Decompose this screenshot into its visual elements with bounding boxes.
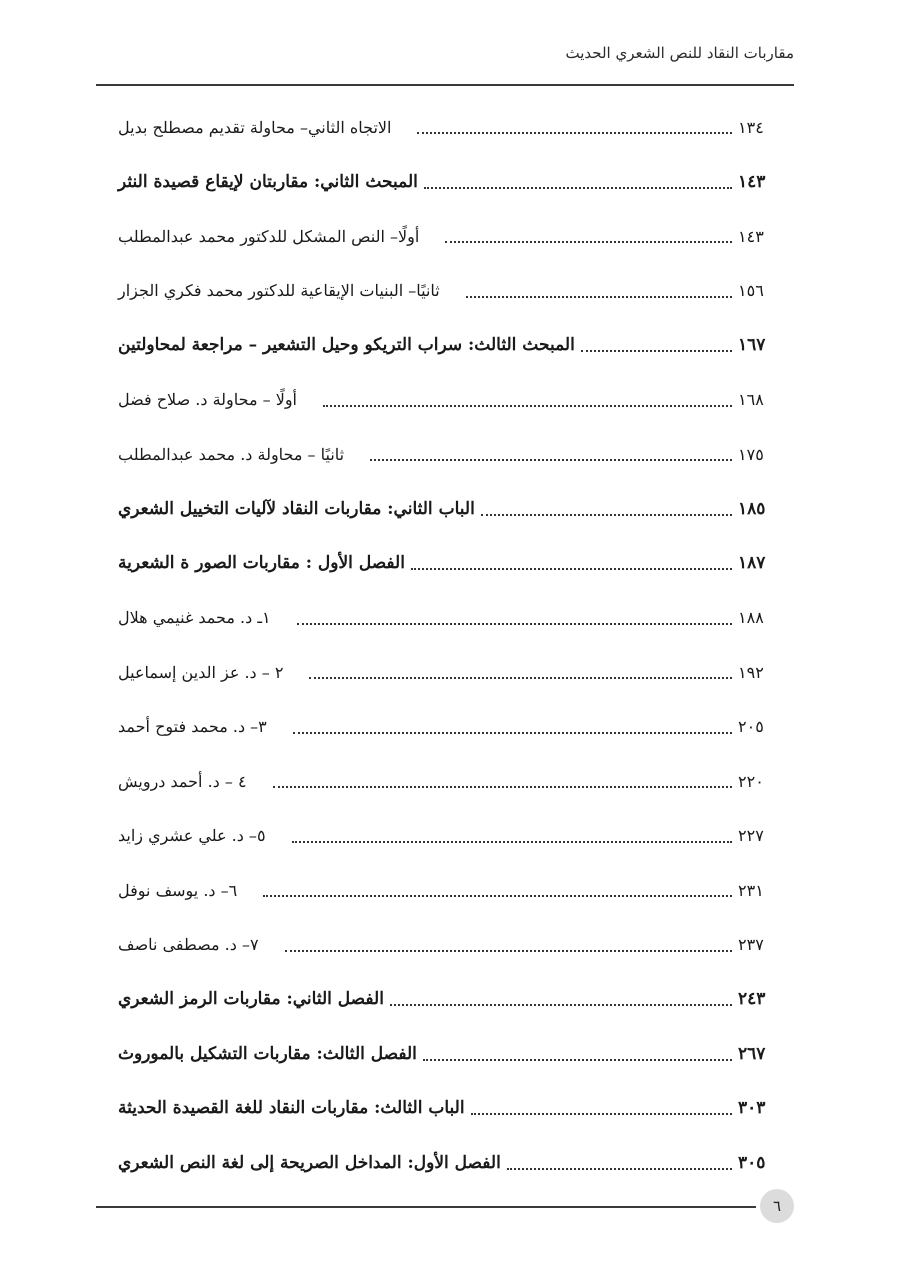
toc-entry-page-number: ١٨٨ (738, 608, 764, 628)
toc-entry-title: ٣– د. محمد فتوح أحمد (118, 717, 267, 737)
running-header: مقاربات النقاد للنص الشعري الحديث (565, 44, 794, 62)
dot-leader (273, 786, 732, 788)
dot-leader (466, 296, 732, 298)
toc-entry[interactable] (118, 1081, 774, 1136)
toc-entry-title: ٥– د. علي عشري زايد (118, 826, 266, 846)
toc-entry[interactable] (118, 918, 774, 973)
dot-leader (445, 241, 732, 243)
toc-entry[interactable] (118, 700, 774, 755)
toc-entry-title: الاتجاه الثاني– محاولة تقديم مصطلح بديل (118, 117, 392, 137)
dot-leader (292, 841, 732, 843)
toc-entry[interactable] (118, 754, 774, 809)
toc-entry-page-number: ٢٦٧ (738, 1043, 766, 1064)
toc-entry-title: الباب الثاني: مقاربات النقاد لآليات التخييل الشعري (118, 498, 475, 519)
toc-entry[interactable] (118, 155, 774, 210)
toc-entry-page-number: ٢٤٣ (738, 989, 766, 1010)
toc-entry-page-number: ٢٣٧ (738, 935, 764, 955)
toc-entry-title: أولًا – محاولة د. صلاح فضل (118, 390, 297, 410)
table-of-contents (118, 100, 774, 1190)
toc-entry[interactable] (118, 591, 774, 646)
toc-entry[interactable] (118, 482, 774, 537)
dot-leader (323, 405, 732, 407)
toc-entry-page-number: ١٤٣ (738, 171, 766, 192)
toc-entry-page-number: ٢٠٥ (738, 717, 764, 737)
toc-entry-page-number: ٢٢٧ (738, 826, 764, 846)
dot-leader (293, 732, 732, 734)
dot-leader (423, 1059, 732, 1061)
toc-entry[interactable] (118, 264, 774, 319)
header-divider (96, 84, 794, 86)
dot-leader (424, 187, 732, 189)
dot-leader (309, 677, 732, 679)
toc-entry-title: ٦– د. يوسف نوفل (118, 880, 238, 900)
toc-entry[interactable] (118, 318, 774, 373)
dot-leader (507, 1168, 732, 1170)
toc-entry[interactable] (118, 972, 774, 1027)
toc-entry[interactable] (118, 809, 774, 864)
toc-entry-page-number: ٣٠٥ (738, 1152, 766, 1173)
page-number-badge: ٦ (760, 1189, 794, 1223)
toc-entry-page-number: ٢٣١ (738, 880, 764, 900)
dot-leader (297, 623, 732, 625)
toc-entry-page-number: ٢٢٠ (738, 771, 764, 791)
dot-leader (417, 132, 732, 134)
dot-leader (263, 895, 732, 897)
toc-entry-page-number: ١٤٣ (738, 226, 764, 246)
toc-entry-title: ٤ – د. أحمد درويش (118, 771, 247, 791)
dot-leader (390, 1004, 732, 1006)
dot-leader (411, 568, 732, 570)
dot-leader (370, 459, 732, 461)
toc-entry-page-number: ١٦٨ (738, 390, 764, 410)
toc-entry-title: ثانيًا – محاولة د. محمد عبدالمطلب (118, 444, 345, 464)
toc-entry-title: الباب الثالث: مقاربات النقاد للغة القصيدة الحديثة (118, 1098, 465, 1119)
toc-entry[interactable] (118, 536, 774, 591)
toc-entry[interactable] (118, 645, 774, 700)
toc-entry[interactable] (118, 1027, 774, 1082)
toc-entry[interactable] (118, 863, 774, 918)
toc-entry-title: ٧– د. مصطفى ناصف (118, 935, 259, 955)
dot-leader (481, 514, 732, 516)
toc-entry-page-number: ١٨٧ (738, 553, 766, 574)
toc-entry[interactable] (118, 427, 774, 482)
toc-entry-page-number: ١٣٤ (738, 117, 764, 137)
toc-entry-title: المبحث الثالث: سراب التريكو وحيل التشعير – مراجعة لمحاولتين (118, 335, 575, 356)
toc-entry-page-number: ٣٠٣ (738, 1098, 766, 1119)
toc-entry-page-number: ١٥٦ (738, 281, 764, 301)
toc-entry-title: ثانيًا– البنيات الإيقاعية للدكتور محمد فكري الجزار (118, 281, 440, 301)
toc-entry-title: ١ـ د. محمد غنيمي هلال (118, 608, 271, 628)
toc-entry[interactable] (118, 209, 774, 264)
toc-entry[interactable] (118, 373, 774, 428)
toc-entry-title: المبحث الثاني: مقاربتان لإيقاع قصيدة النثر (118, 171, 418, 192)
toc-entry-title: الفصل الأول: المداخل الصريحة إلى لغة النص الشعري (118, 1152, 501, 1173)
toc-entry-title: الفصل الأول : مقاربات الصور ة الشعرية (118, 553, 405, 574)
toc-entry-page-number: ١٦٧ (738, 335, 766, 356)
toc-entry-title: ٢ – د. عز الدين إسماعيل (118, 662, 284, 682)
toc-entry-page-number: ١٧٥ (738, 444, 764, 464)
toc-entry-title: الفصل الثالث: مقاربات التشكيل بالموروث (118, 1043, 417, 1064)
toc-entry[interactable] (118, 100, 774, 155)
footer-divider (96, 1206, 756, 1208)
toc-entry-title: أولًا– النص المشكل للدكتور محمد عبدالمطلب (118, 226, 420, 246)
toc-entry-page-number: ١٩٢ (738, 662, 764, 682)
toc-entry-page-number: ١٨٥ (738, 498, 766, 519)
dot-leader (285, 950, 732, 952)
toc-entry-title: الفصل الثاني: مقاربات الرمز الشعري (118, 989, 384, 1010)
toc-entry[interactable] (118, 1136, 774, 1191)
dot-leader (581, 350, 732, 352)
dot-leader (471, 1113, 732, 1115)
